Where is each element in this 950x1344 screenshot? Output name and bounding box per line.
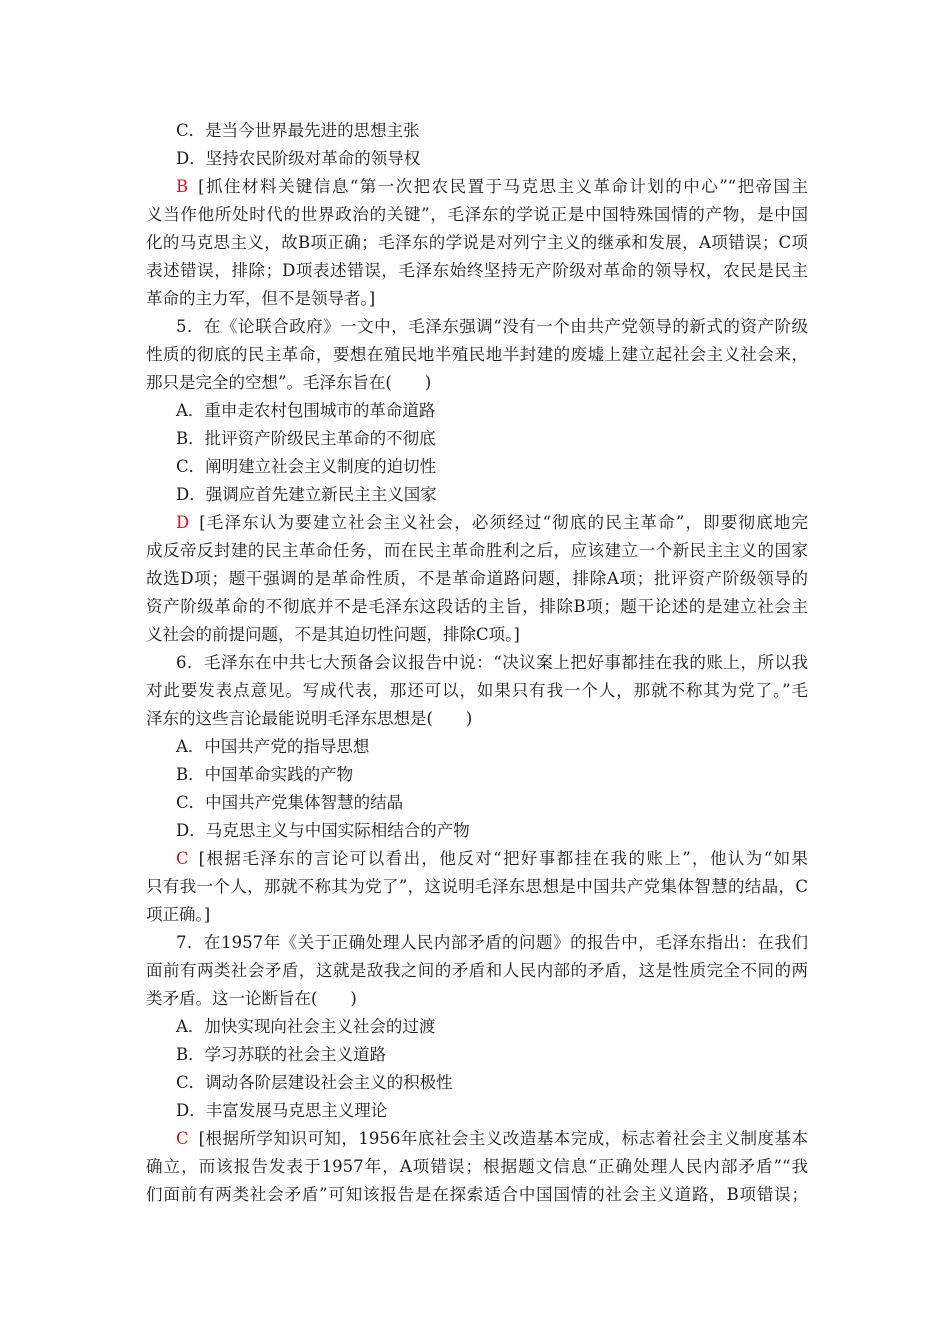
q6-option-b: B．中国革命实践的产物 <box>176 765 354 784</box>
q7-option-d: D．丰富发展马克思主义理论 <box>176 1101 388 1120</box>
q7-stem-line: 7．在1957年《关于正确处理人民内部矛盾的问题》的报告中，毛泽东指出：在我们 <box>176 933 808 952</box>
q5-answer-line: 成反帝反封建的民主革命任务，而在民主革命胜利之后，应该建立一个新民主主义的国家 <box>146 541 808 560</box>
q6-option-d: D．马克思主义与中国实际相结合的产物 <box>176 821 470 840</box>
document-body <box>146 117 808 1209</box>
q7-option-a: A．加快实现向社会主义社会的过渡 <box>176 1017 436 1036</box>
q5-option-b: B．批评资产阶级民主革命的不彻底 <box>176 429 436 448</box>
q5-answer-line: 故选D项；题干强调的是革命性质，不是革命道路问题，排除A项；批评资产阶级领导的 <box>146 569 808 588</box>
q4-answer-line: 表述错误，排除；D项表述错误，毛泽东始终坚持无产阶级对革命的领导权，农民是民主 <box>146 261 808 280</box>
q5-answer-line: 义社会的前提问题，不是其迫切性问题，排除C项。] <box>146 625 520 644</box>
q5-option-c: C．阐明建立社会主义制度的迫切性 <box>176 457 437 476</box>
q4-answer-letter: B <box>176 177 189 196</box>
q4-option-d: D．坚持农民阶级对革命的领导权 <box>176 149 421 168</box>
q6-option-c: C．中国共产党集体智慧的结晶 <box>176 793 404 812</box>
q7-stem-line: 类矛盾。这一论断旨在( ) <box>146 989 357 1008</box>
q7-answer-line: 们面前有两类社会矛盾”可知该报告是在探索适合中国国情的社会主义道路，B项错误； <box>146 1185 808 1204</box>
q5-option-a: A．重申走农村包围城市的革命道路 <box>176 401 436 420</box>
q5-answer-letter: D <box>176 513 190 532</box>
q5-answer-line <box>146 509 808 537</box>
q5-answer-text: [毛泽东认为要建立社会主义社会，必须经过“彻底的民主革命”，即要彻底地完 <box>199 513 808 532</box>
q4-answer-line: 化的马克思主义，故B项正确；毛泽东的学说是对列宁主义的继承和发展，A项错误；C项 <box>146 233 808 252</box>
q7-option-b: B．学习苏联的社会主义道路 <box>176 1045 387 1064</box>
q6-stem-line: 泽东的这些言论最能说明毛泽东思想是( ) <box>146 709 473 728</box>
q6-answer-line: 只有我一个人，那就不称其为党了”，这说明毛泽东思想是中国共产党集体智慧的结晶，C <box>146 877 808 896</box>
q4-option-c: C．是当今世界最先进的思想主张 <box>176 121 420 140</box>
q7-answer-letter: C <box>176 1129 189 1148</box>
q6-answer-line <box>146 845 808 873</box>
q7-answer-line <box>146 1125 808 1153</box>
q7-stem-line: 面前有两类社会矛盾，这就是敌我之间的矛盾和人民内部的矛盾，这是性质完全不同的两 <box>146 961 808 980</box>
q6-option-a: A．中国共产党的指导思想 <box>176 737 370 756</box>
q5-option-d: D．强调应首先建立新民主主义国家 <box>176 485 437 504</box>
q4-answer-line <box>146 173 808 201</box>
q4-answer-text: [抓住材料关键信息“第一次把农民置于马克思主义革命计划的中心”“把帝国主 <box>198 177 808 196</box>
q5-stem-line: 5．在《论联合政府》一文中，毛泽东强调“没有一个由共产党领导的新式的资产阶级 <box>176 317 808 336</box>
q4-answer-line: 义当作他所处时代的世界政治的关键”，毛泽东的学说正是中国特殊国情的产物，是中国 <box>146 205 808 224</box>
q4-answer-line: 革命的主力军，但不是领导者。] <box>146 289 376 308</box>
q6-stem-line: 6．毛泽东在中共七大预备会议报告中说：“决议案上把好事都挂在我的账上，所以我 <box>176 653 808 672</box>
q5-stem-line: 性质的彻底的民主革命，要想在殖民地半殖民地半封建的废墟上建立起社会主义社会来， <box>146 345 808 364</box>
q6-answer-text: [根据毛泽东的言论可以看出，他反对“把好事都挂在我的账上”，他认为“如果 <box>198 849 808 868</box>
q6-stem-line: 对此要发表点意见。写成代表，那还可以，如果只有我一个人，那就不称其为党了。”毛 <box>146 681 808 700</box>
q5-answer-line: 资产阶级革命的不彻底并不是毛泽东这段话的主旨，排除B项；题干论述的是建立社会主 <box>146 597 808 616</box>
q6-answer-line: 项正确。] <box>146 905 211 924</box>
q5-stem-line: 那只是完全的空想”。毛泽东旨在( ) <box>146 373 432 392</box>
q7-answer-line: 确立，而该报告发表于1957年，A项错误；根据题文信息“正确处理人民内部矛盾”“我 <box>146 1157 808 1176</box>
q7-answer-text: [根据所学知识可知，1956年底社会主义改造基本完成，标志着社会主义制度基本 <box>198 1129 808 1148</box>
q6-answer-letter: C <box>176 849 189 868</box>
q7-option-c: C．调动各阶层建设社会主义的积极性 <box>176 1073 453 1092</box>
